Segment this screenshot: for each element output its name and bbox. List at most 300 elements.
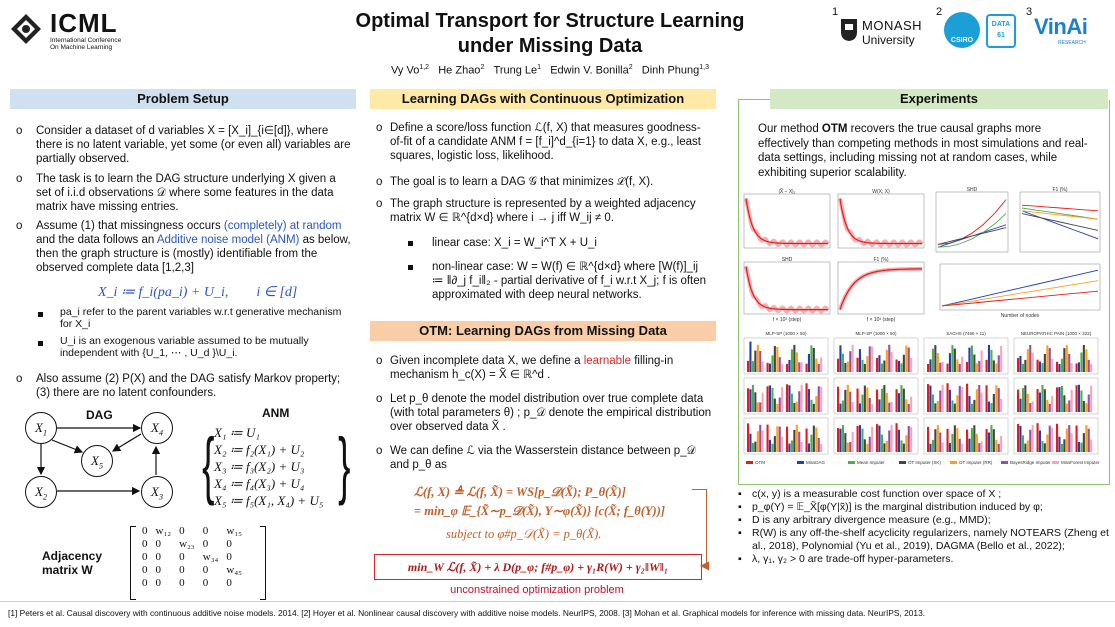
bar-plot-title: MLP-SP (1000 × 50) — [765, 331, 807, 336]
bar — [1017, 358, 1019, 372]
bar — [878, 399, 880, 412]
bullet-circle-icon: o — [16, 220, 23, 232]
bar — [859, 403, 861, 412]
bullet-circle-icon: o — [376, 393, 383, 405]
bar — [1056, 387, 1058, 412]
bar-plot-title: NEUROPATHIC PAIN (1000 × 222) — [1020, 331, 1092, 336]
bar — [929, 444, 931, 452]
bar — [908, 348, 910, 373]
otm-bullet-1 — [376, 354, 712, 382]
bar — [976, 434, 978, 452]
otm-bullet-2 — [376, 392, 712, 434]
csiro-text: CSIRO — [950, 37, 974, 44]
bar — [1039, 431, 1041, 453]
bar — [796, 425, 798, 452]
bullet-square-icon — [408, 265, 413, 270]
bar — [1088, 395, 1090, 413]
bar — [769, 364, 771, 372]
bar — [837, 359, 839, 372]
bar — [990, 425, 992, 452]
bar — [839, 404, 841, 412]
bar — [947, 383, 949, 412]
problem-b3-post: as below, then the graph structure is (mostly) identifiable from the observed complete data [1,2,3] — [36, 234, 351, 274]
bar — [883, 385, 885, 412]
otm-objective-box — [374, 554, 702, 580]
bar — [861, 395, 863, 412]
bar — [900, 363, 902, 372]
bar — [1000, 346, 1002, 372]
title-line-1: Optimal Transport for Structure Learning — [355, 10, 745, 32]
matrix-cell: 0 — [142, 577, 148, 589]
dag-node-x4: $X_4$ — [141, 412, 173, 444]
bar — [956, 359, 958, 372]
vinai-logo — [1034, 14, 1109, 50]
bar — [937, 401, 939, 412]
matrix-row — [138, 577, 246, 590]
bar — [786, 364, 788, 372]
bar — [981, 351, 983, 373]
bar — [813, 426, 815, 452]
bar — [942, 385, 944, 412]
matrix-right-bracket — [260, 526, 266, 600]
plot-panel — [744, 188, 830, 248]
bar — [891, 402, 893, 412]
matrix-cell: 0 — [155, 577, 161, 589]
bar — [905, 346, 907, 372]
bar — [878, 355, 880, 372]
bar — [1022, 388, 1024, 412]
matrix-cell: w₃₄ — [202, 551, 219, 563]
bullet-square-icon — [408, 241, 413, 246]
bullet-dot-icon: ▪ — [738, 501, 742, 513]
bar-plot-tile — [924, 418, 1008, 454]
bar — [932, 349, 934, 372]
plot-panel — [936, 187, 1008, 252]
bar — [934, 345, 936, 372]
bar — [993, 360, 995, 372]
bar — [1044, 443, 1046, 452]
bar — [776, 347, 778, 372]
bar — [1027, 349, 1029, 372]
bar — [876, 424, 878, 452]
matrix-cell: 0 — [142, 525, 148, 537]
matrix-left-bracket — [130, 526, 136, 600]
bar — [1076, 364, 1078, 373]
bar-plot-title: MLP-SP (1000 × 50) — [855, 331, 897, 336]
bar — [998, 355, 1000, 372]
bar — [866, 388, 868, 413]
bar — [1027, 440, 1029, 452]
bar — [886, 350, 888, 372]
bar — [896, 423, 898, 452]
bar — [847, 362, 849, 372]
bar — [961, 444, 963, 452]
bullet-dot-icon: ▪ — [738, 553, 742, 565]
bar — [837, 387, 839, 412]
bar — [752, 361, 754, 372]
bar — [1058, 364, 1060, 372]
bar — [774, 346, 776, 372]
matrix-cell: 0 — [202, 577, 209, 589]
plot-title: |X̃ − X|₂ — [778, 189, 796, 195]
bar — [900, 440, 902, 452]
bar — [978, 443, 980, 452]
legend-swatch — [1052, 461, 1059, 464]
dag-node-x2: $X_2$ — [25, 476, 57, 508]
bar — [815, 428, 817, 453]
bar — [781, 364, 783, 372]
bar — [1029, 403, 1031, 412]
legend-label: OT Imputer (SK) — [908, 460, 941, 465]
vinai-sub: RESEARCH — [1058, 40, 1086, 46]
note-text-1: c(x, y) is a measurable cost function over space of X ; — [752, 488, 1002, 500]
anm-label: ANM — [262, 406, 290, 420]
bar — [1056, 362, 1058, 372]
legend-label: OT Imputer (RR) — [959, 460, 993, 465]
bar-plot-tile — [834, 378, 918, 414]
bar — [861, 429, 863, 452]
bar — [866, 444, 868, 452]
bar — [942, 442, 944, 452]
learning-bullet-1 — [376, 121, 712, 163]
bar — [986, 429, 988, 452]
plot-panel — [838, 189, 924, 248]
problem-sub-1: pa_i refer to the parent variables w.r.t generative mechanism for X_i — [60, 306, 342, 330]
bar — [998, 388, 1000, 412]
bar — [905, 435, 907, 452]
bar — [959, 386, 961, 412]
bar — [978, 361, 980, 372]
bar — [1051, 428, 1053, 452]
bar — [837, 428, 839, 452]
bar — [888, 403, 890, 412]
bar — [932, 440, 934, 452]
matrix-cell: 0 — [179, 551, 185, 563]
bar — [949, 353, 951, 372]
edge-x4-x5 — [113, 434, 141, 451]
legend-swatch — [950, 461, 957, 464]
bar — [774, 436, 776, 452]
bar — [1044, 389, 1046, 412]
bar — [937, 425, 939, 452]
matrix-cell: w₂₃ — [179, 538, 195, 550]
note-item — [738, 501, 1110, 514]
bar — [937, 353, 939, 372]
otm-bullet-2-text: Let p_θ denote the model distribution over true complete data (with total parameters θ) ; p_𝒟 denote the empirical distribution over observed data X̃ . — [390, 393, 712, 433]
author-5: Dinh Phung — [641, 64, 700, 77]
bar — [995, 385, 997, 412]
bar — [898, 361, 900, 372]
bar — [939, 391, 941, 413]
note-item — [738, 514, 1110, 527]
bar — [839, 429, 841, 452]
bar — [796, 402, 798, 412]
problem-b3-link-random[interactable]: (completely) at random — [223, 220, 342, 232]
author-1: Vy Vo — [390, 64, 420, 77]
bar — [1068, 425, 1070, 452]
matrix-cell: 0 — [142, 551, 148, 563]
authors — [290, 64, 810, 77]
bar — [900, 385, 902, 412]
footer-references: [1] Peters et al. Causal discovery with continuous additive noise models. 2014. [2] Hoyer et al. Nonlinear causal discovery with additive noise models. NeurIPS, 2008. [3] Mohan et al. Graphical models for inference with missing data. NeurIPS, 2013. — [8, 608, 926, 618]
bar — [1051, 359, 1053, 372]
dag-node-x5: $X_5$ — [81, 445, 113, 477]
bar-plot-tile — [744, 378, 828, 414]
bar — [981, 442, 983, 453]
bar — [971, 404, 973, 412]
icml-logo-sub2: On Machine Learning — [50, 44, 113, 51]
otm-heading — [370, 321, 716, 341]
poster-title — [290, 9, 810, 59]
author-3-sup: 1 — [537, 64, 542, 71]
bullet-circle-icon: o — [16, 373, 23, 385]
bar — [1051, 396, 1053, 412]
note-text-3: D is any arbitrary divergence measure (e.g., MMD); — [752, 514, 991, 526]
bullet-circle-icon: o — [376, 122, 383, 134]
bar — [818, 386, 820, 412]
bar — [781, 387, 783, 412]
matrix-cell: 0 — [142, 564, 148, 576]
anm-eq-4: X₄ ≔ f₄(X₃) + U₄ — [214, 476, 305, 491]
note-item — [738, 488, 1110, 501]
bar — [749, 434, 751, 452]
bar — [864, 439, 866, 452]
bar — [757, 402, 759, 412]
bar — [910, 358, 912, 372]
bar — [762, 361, 764, 372]
anm-equations — [214, 424, 323, 509]
experiments-intro-pre: Our method — [758, 123, 822, 135]
data61-text-a: DATA — [991, 21, 1011, 28]
bar — [1049, 404, 1051, 412]
problem-sub-2: U_i is an exogenous variable assumed to be mutually independent with {U_1, ⋯ , U_d }\U_i. — [60, 335, 309, 359]
bar — [988, 433, 990, 453]
bar — [847, 443, 849, 452]
matrix-cell: 0 — [179, 564, 185, 576]
affiliation-1-num: 1 — [832, 6, 839, 18]
bar — [903, 355, 905, 372]
bar-plot-tile — [744, 418, 828, 454]
bar — [818, 364, 820, 372]
affiliation-3-num: 3 — [1026, 6, 1033, 18]
bar — [762, 430, 764, 452]
bar — [857, 389, 859, 412]
bar — [973, 400, 975, 412]
bar — [1024, 444, 1026, 452]
bar — [801, 362, 803, 372]
icml-logo-text: ICML — [50, 8, 118, 38]
plot-xlabel: f × 10³ (step) — [866, 317, 896, 323]
bar — [791, 349, 793, 372]
data61-text-b: 61 — [997, 32, 1005, 39]
bar — [1029, 430, 1031, 452]
bullet-circle-icon: o — [376, 176, 383, 188]
bar — [896, 360, 898, 373]
bullet-circle-icon: o — [16, 173, 23, 185]
bar — [747, 388, 749, 412]
author-3: Trung Le — [493, 64, 538, 77]
bar — [1039, 393, 1041, 413]
bar — [759, 351, 761, 372]
bar — [747, 423, 749, 452]
bar — [956, 395, 958, 412]
problem-bullet-1-text: Consider a dataset of d variables X = [X_i]_{i∈[d]}, where there is no latent variable, yet some (or even all) variables are partially observed. — [36, 125, 351, 165]
bar — [934, 429, 936, 452]
bar — [1061, 444, 1063, 452]
bar — [883, 361, 885, 373]
bar — [1076, 426, 1078, 453]
matrix-row — [138, 564, 246, 577]
bullet-circle-icon: o — [16, 125, 23, 137]
dag-node-x1: $X_1$ — [25, 412, 57, 444]
bar — [959, 364, 961, 372]
bar — [1063, 348, 1065, 372]
csiro-logo — [944, 12, 980, 48]
bar — [786, 427, 788, 452]
anm-eq-2: X₂ ≔ f₂(X₁) + U₂ — [214, 442, 305, 457]
bar — [1088, 429, 1090, 452]
bar — [976, 389, 978, 412]
adjacency-label-1: Adjacency — [42, 549, 103, 563]
bar — [1061, 386, 1063, 412]
otm-bullet-1-text — [390, 354, 712, 382]
otm-bullet-3-text: We can define ℒ via the Wasserstein distance between p_𝒟 and p_θ as — [390, 445, 696, 471]
bar — [995, 440, 997, 452]
bar — [759, 402, 761, 412]
bar — [978, 385, 980, 412]
dag-node-x3: $X_3$ — [141, 476, 173, 508]
problem-b3-link-anm[interactable]: Additive noise model (ANM) — [156, 234, 300, 246]
bar — [788, 360, 790, 372]
adjacency-label — [42, 549, 102, 577]
bar — [859, 425, 861, 452]
experiments-panel-top-left — [738, 99, 770, 100]
bar — [767, 386, 769, 412]
plot-panel — [940, 264, 1100, 319]
bar — [1019, 399, 1021, 412]
bar — [1066, 404, 1068, 412]
experiment-bar-plots — [740, 330, 1106, 480]
bar — [881, 364, 883, 372]
legend-swatch — [797, 461, 804, 464]
bar — [779, 357, 781, 372]
legend-label: MissDAG — [806, 460, 825, 465]
learning-heading: Learning DAGs with Continuous Optimization — [370, 89, 716, 109]
plot-panel — [1020, 187, 1100, 252]
bar — [771, 355, 773, 372]
learning-bullet-1-text: Define a score/loss function ℒ(f, X) that measures goodness-of-fit of a candidate ANM f = [f_i]^d_{i=1} to data X, e.g., least squares, logistic loss, likelihood. — [390, 122, 701, 162]
affiliation-2-num: 2 — [936, 6, 943, 18]
bullet-dot-icon: ▪ — [738, 514, 742, 526]
bar — [839, 345, 841, 372]
bar — [757, 345, 759, 372]
bar — [767, 363, 769, 372]
bar — [1078, 362, 1080, 372]
otm-b1-pre: Given incomplete data X, we define a — [390, 355, 584, 367]
bar — [864, 364, 866, 372]
bar — [1024, 360, 1026, 372]
bar — [752, 443, 754, 452]
plot-panel — [744, 257, 830, 323]
otm-objective-arrow: ◀ — [700, 558, 710, 572]
bar — [769, 385, 771, 412]
bar — [852, 345, 854, 372]
bullet-circle-icon: o — [376, 198, 383, 210]
bar — [1085, 349, 1087, 372]
bar — [1078, 385, 1080, 412]
bar — [871, 427, 873, 452]
bar — [752, 385, 754, 412]
experiments-heading: Experiments — [770, 89, 1108, 109]
otm-box-note: unconstrained optimization problem — [450, 584, 624, 596]
bar — [852, 402, 854, 412]
bar — [903, 444, 905, 452]
bar — [968, 439, 970, 452]
bar — [798, 362, 800, 372]
matrix-cell: w₁₂ — [155, 525, 172, 537]
bar — [798, 432, 800, 452]
bar — [754, 351, 756, 372]
bar — [788, 385, 790, 412]
legend-label: Mean Imputer — [857, 460, 885, 465]
bar — [988, 345, 990, 372]
bar — [1032, 425, 1034, 452]
bar — [949, 443, 951, 452]
bar — [801, 442, 803, 452]
bar — [954, 349, 956, 372]
matrix-cell: 0 — [179, 525, 185, 537]
bar — [990, 350, 992, 372]
bar — [995, 364, 997, 372]
bar — [891, 352, 893, 372]
bar — [968, 396, 970, 412]
anm-eq-3: X₃ ≔ f₃(X₂) + U₃ — [214, 459, 305, 474]
problem-bullet-4-text: Also assume (2) P(X) and the DAG satisfy Markov property; (3) there are no latent confounders. — [36, 373, 341, 399]
bar — [820, 444, 822, 452]
bar-plot-tile — [834, 418, 918, 454]
bar — [891, 425, 893, 452]
bar — [1027, 394, 1029, 412]
plot-title: F1 (%) — [1052, 187, 1068, 193]
bar — [908, 404, 910, 412]
bar — [1090, 439, 1092, 452]
bar — [1037, 423, 1039, 452]
legend-label: MissForest Imputer — [1061, 460, 1100, 465]
bar — [1024, 385, 1026, 412]
bar — [771, 444, 773, 452]
bar — [954, 425, 956, 452]
bar — [1061, 359, 1063, 372]
bar — [844, 390, 846, 412]
bar — [927, 364, 929, 372]
learning-sub-2: non-linear case: W = W(f) ∈ ℝ^{d×d} where [W(f)]_ij ≔ ‖∂_j f_i‖₂ - partial derivative of f_i w.r.t X_j; f is often approximated with deep neural networks. — [432, 261, 707, 301]
bar — [796, 352, 798, 372]
bar — [973, 425, 975, 452]
bar — [810, 435, 812, 452]
bar — [1032, 353, 1034, 373]
otm-objective-eq: min_W ℒ(f, X̃) + λ D(p_φ; f#p_φ) + γ₁R(W) + γ₂‖W‖₁ — [407, 560, 669, 574]
bar — [749, 389, 751, 412]
bar — [981, 393, 983, 413]
bar — [905, 399, 907, 412]
bar — [951, 345, 953, 372]
bar — [1046, 435, 1048, 453]
bar — [1058, 387, 1060, 412]
bar — [1029, 345, 1031, 372]
anm-eq-1: X₁ ≔ U₁ — [214, 425, 260, 440]
bar — [1022, 435, 1024, 452]
bar — [1066, 429, 1068, 452]
